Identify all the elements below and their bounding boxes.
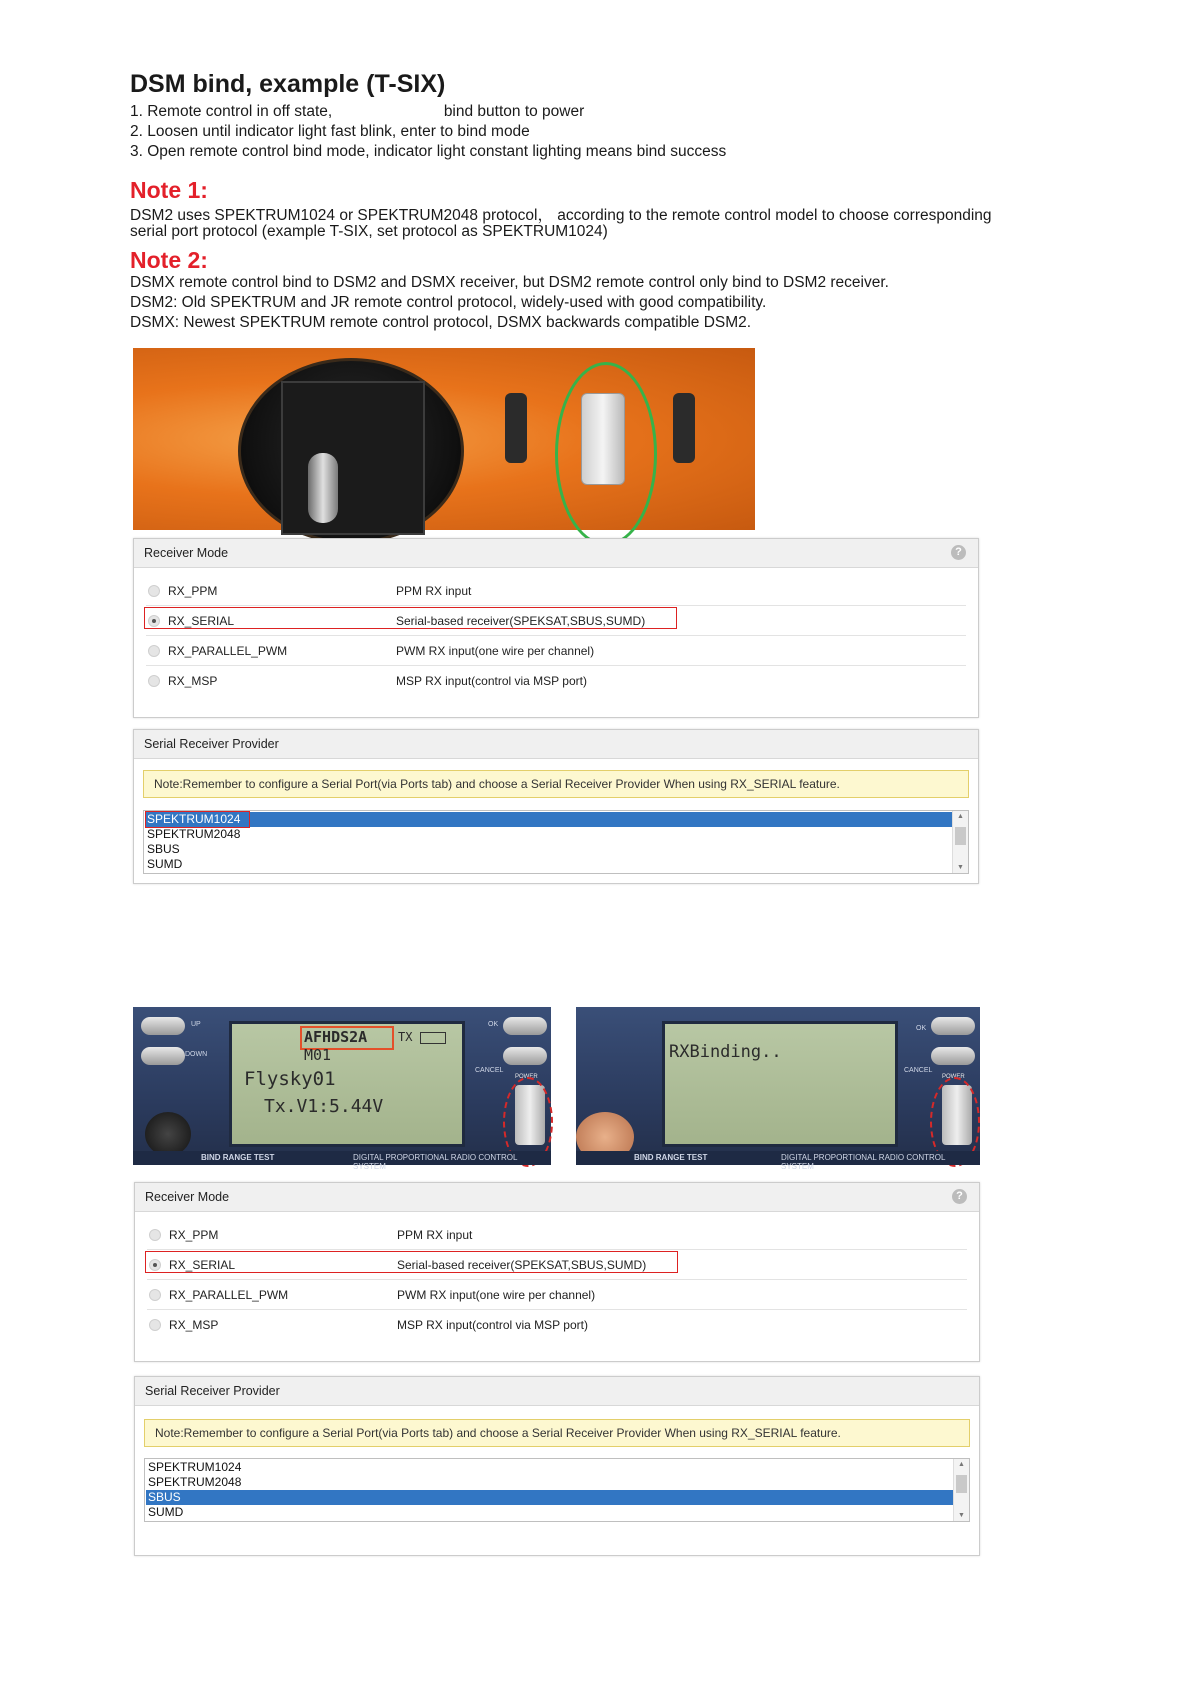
scroll-up-icon[interactable]: ▲ <box>957 813 964 820</box>
cancel-button-illustration <box>931 1047 975 1065</box>
highlight-box <box>145 811 250 828</box>
option-spektrum1024[interactable]: SPEKTRUM1024 <box>145 812 952 827</box>
power-label: POWER <box>515 1074 538 1080</box>
scroll-thumb[interactable] <box>956 1475 967 1493</box>
trim-slot-left <box>505 393 527 463</box>
panel-title: Receiver Mode <box>145 1190 230 1204</box>
mode-name: RX_SERIAL <box>169 1258 236 1272</box>
mode-desc: MSP RX input(control via MSP port) <box>397 1318 588 1332</box>
cancel-label: CANCEL <box>475 1067 504 1074</box>
up-button-illustration <box>141 1017 185 1035</box>
panel-title: Receiver Mode <box>144 546 229 560</box>
mode-desc: MSP RX input(control via MSP port) <box>396 674 587 688</box>
mode-name: RX_PARALLEL_PWM <box>168 644 288 658</box>
radio-icon[interactable] <box>148 675 160 687</box>
scrollbar[interactable] <box>953 1459 969 1521</box>
serial-provider-panel-1 <box>133 729 979 884</box>
mode-row-rx-serial[interactable] <box>146 607 966 636</box>
provider-listbox[interactable] <box>143 810 969 874</box>
footer-left-text: BIND RANGE TEST <box>201 1153 275 1162</box>
mode-row-rx-parallel-pwm[interactable] <box>147 1281 967 1310</box>
mode-desc: PWM RX input(one wire per channel) <box>397 1288 596 1302</box>
dial-illustration <box>145 1112 191 1156</box>
mode-row-rx-ppm[interactable] <box>147 1221 967 1250</box>
step-1-left: 1. Remote control in off state, <box>130 103 333 120</box>
cancel-button-illustration <box>503 1047 547 1065</box>
power-label: POWER <box>942 1074 965 1080</box>
highlight-box <box>145 1251 678 1273</box>
up-label: UP <box>191 1021 201 1028</box>
down-button-illustration <box>141 1047 185 1065</box>
radio-icon[interactable] <box>148 645 160 657</box>
lcd-screen <box>229 1021 465 1147</box>
receiver-mode-panel-2 <box>134 1182 980 1362</box>
trim-slot-right <box>673 393 695 463</box>
control-stick-illustration <box>308 453 338 523</box>
mode-desc: PPM RX input <box>396 584 472 598</box>
footer-strip <box>133 1151 551 1171</box>
radio-icon[interactable] <box>149 1229 161 1241</box>
lcd-screen <box>662 1021 898 1147</box>
ok-label: OK <box>488 1021 499 1028</box>
footer-right-text: DIGITAL PROPORTIONAL RADIO CONTROL SYSTEM <box>353 1153 518 1171</box>
battery-icon <box>420 1032 446 1044</box>
mode-name: RX_PPM <box>168 584 218 598</box>
down-label: DOWN <box>185 1051 208 1058</box>
scroll-thumb[interactable] <box>955 827 966 845</box>
step-1-right: bind button to power <box>443 103 585 120</box>
step-3: 3. Open remote control bind mode, indicator light constant lighting means bind success <box>130 143 727 160</box>
footer-left-text: BIND RANGE TEST <box>634 1153 708 1162</box>
mode-name: RX_PARALLEL_PWM <box>169 1288 289 1302</box>
scroll-up-icon[interactable]: ▲ <box>958 1461 965 1468</box>
note-1-line-1: DSM2 uses SPEKTRUM1024 or SPEKTRUM2048 protocol， according to the remote control model to choose corresponding <box>130 207 992 224</box>
provider-listbox[interactable] <box>144 1458 970 1522</box>
name-text: Flysky01 <box>244 1068 336 1090</box>
option-sbus[interactable]: SBUS <box>147 842 180 856</box>
protocol-text: AFHDS2A <box>304 1028 368 1046</box>
configure-note <box>143 770 969 798</box>
note-2-line-1: DSMX remote control bind to DSM2 and DSMX receiver, but DSM2 remote control only bind to DSM2 receiver. <box>130 274 889 291</box>
page-title: DSM bind, example (T-SIX) <box>130 70 446 98</box>
binding-message: RXBinding.. <box>669 1042 782 1062</box>
note-text: Note:Remember to configure a Serial Port(via Ports tab) and choose a Serial Receiver Provider When using RX_SERIAL feature. <box>155 1426 841 1440</box>
tx-label: TX <box>398 1030 413 1044</box>
mode-row-rx-ppm[interactable] <box>146 577 966 606</box>
ok-label: OK <box>916 1025 927 1032</box>
radio-icon[interactable] <box>149 1289 161 1301</box>
mode-row-rx-msp[interactable] <box>147 1311 967 1339</box>
ok-button-illustration <box>503 1017 547 1035</box>
voltage-text: Tx.V1:5.44V <box>264 1096 384 1117</box>
mode-name: RX_MSP <box>168 674 218 688</box>
note-text: Note:Remember to configure a Serial Port(via Ports tab) and choose a Serial Receiver Provider When using RX_SERIAL feature. <box>154 777 840 791</box>
ok-button-illustration <box>931 1017 975 1035</box>
option-sumd[interactable]: SUMD <box>148 1505 184 1519</box>
footer-right-text: DIGITAL PROPORTIONAL RADIO CONTROL SYSTEM <box>781 1153 946 1171</box>
note-2-title: Note 2: <box>130 247 208 273</box>
mode-desc: PPM RX input <box>397 1228 473 1242</box>
note-1-title: Note 1: <box>130 177 208 203</box>
mode-name: RX_SERIAL <box>168 614 235 628</box>
tx-photo-rx-binding <box>576 1007 980 1171</box>
mode-row-rx-msp[interactable] <box>146 667 966 695</box>
step-2: 2. Loosen until indicator light fast blink, enter to bind mode <box>130 123 530 140</box>
note-2-line-2: DSM2: Old SPEKTRUM and JR remote control protocol, widely-used with good compatibility. <box>130 294 767 311</box>
mode-row-rx-serial[interactable] <box>147 1251 967 1280</box>
highlight-box <box>144 607 677 629</box>
radio-icon[interactable] <box>149 1319 161 1331</box>
scroll-down-icon[interactable]: ▼ <box>957 864 964 871</box>
option-spektrum2048[interactable]: SPEKTRUM2048 <box>148 1475 242 1489</box>
gimbal-illustration <box>238 358 464 544</box>
footer-strip <box>576 1151 980 1171</box>
mode-name: RX_PPM <box>169 1228 219 1242</box>
note-2-line-3: DSMX: Newest SPEKTRUM remote control protocol, DSMX backwards compatible DSM2. <box>130 314 752 331</box>
configure-note <box>144 1419 970 1447</box>
option-spektrum1024[interactable]: SPEKTRUM1024 <box>148 1460 242 1474</box>
panel-title: Serial Receiver Provider <box>144 737 279 751</box>
receiver-mode-panel-1 <box>133 538 979 718</box>
option-spektrum2048[interactable]: SPEKTRUM2048 <box>147 827 241 841</box>
serial-provider-panel-2 <box>134 1376 980 1556</box>
option-sumd[interactable]: SUMD <box>147 857 183 871</box>
cancel-label: CANCEL <box>904 1067 933 1074</box>
tx-photo-bind-menu <box>133 1007 551 1171</box>
mode-name: RX_MSP <box>169 1318 219 1332</box>
highlight-ring <box>555 362 657 546</box>
panel-title: Serial Receiver Provider <box>145 1384 280 1398</box>
radio-icon[interactable] <box>148 585 160 597</box>
mode-desc: PWM RX input(one wire per channel) <box>396 644 595 658</box>
mode-row-rx-parallel-pwm[interactable] <box>146 637 966 666</box>
help-icon[interactable]: ? <box>951 545 966 560</box>
scroll-down-icon[interactable]: ▼ <box>958 1512 965 1519</box>
option-sbus[interactable]: SBUS <box>146 1490 953 1505</box>
scrollbar[interactable] <box>952 811 968 873</box>
transmitter-photo <box>133 348 755 530</box>
mode-desc: Serial-based receiver(SPEKSAT,SBUS,SUMD) <box>396 614 646 628</box>
help-icon[interactable]: ? <box>952 1189 967 1204</box>
step-1 <box>130 103 584 121</box>
model-text: M01 <box>304 1046 332 1064</box>
note-1-line-2: serial port protocol (example T-SIX, set protocol as SPEKTRUM1024) <box>130 223 608 240</box>
mode-desc: Serial-based receiver(SPEKSAT,SBUS,SUMD) <box>397 1258 647 1272</box>
